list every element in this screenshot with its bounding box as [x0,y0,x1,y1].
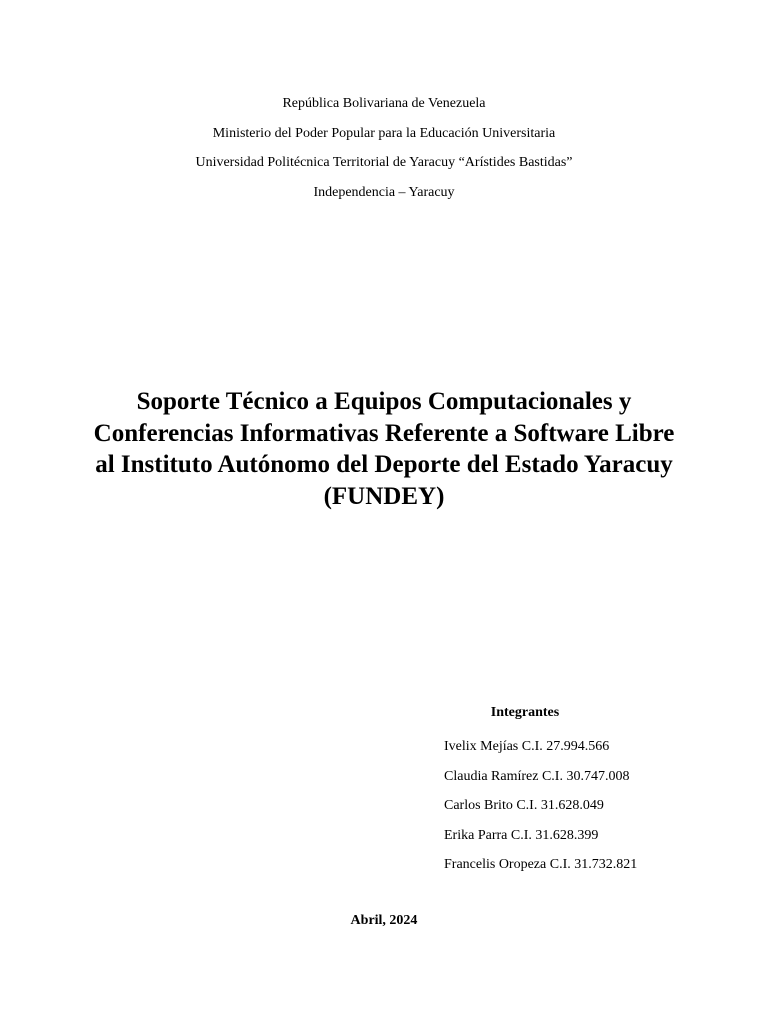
member-item: Ivelix Mejías C.I. 27.994.566 [444,739,610,754]
header-country: República Bolivariana de Venezuela [282,96,486,111]
title-line-1: Soporte Técnico a Equipos Computacionales y [136,388,632,415]
member-item: Claudia Ramírez C.I. 30.747.008 [444,768,630,784]
institution-header [0,89,768,207]
header-ministry: Ministerio del Poder Popular para la Educación Universitaria [212,125,556,141]
member-item: Francelis Oropeza C.I. 31.732.821 [444,857,638,872]
members-heading: Integrantes [490,705,560,720]
title-line-2: Conferencias Informativas Referente a Software Libre [93,419,675,447]
member-item: Carlos Brito C.I. 31.628.049 [444,798,604,813]
header-location: Independencia – Yaracuy [313,184,455,200]
members-list [444,732,744,880]
document-date: Abril, 2024 [350,913,418,928]
title-line-4: (FUNDEY) [323,482,445,510]
document-title [0,386,768,512]
member-item: Erika Parra C.I. 31.628.399 [444,827,599,843]
header-university: Universidad Politécnica Territorial de Yaracuy “Arístides Bastidas” [195,155,573,170]
title-line-3: al Instituto Autónomo del Deporte del Estado Yaracuy [95,451,673,478]
